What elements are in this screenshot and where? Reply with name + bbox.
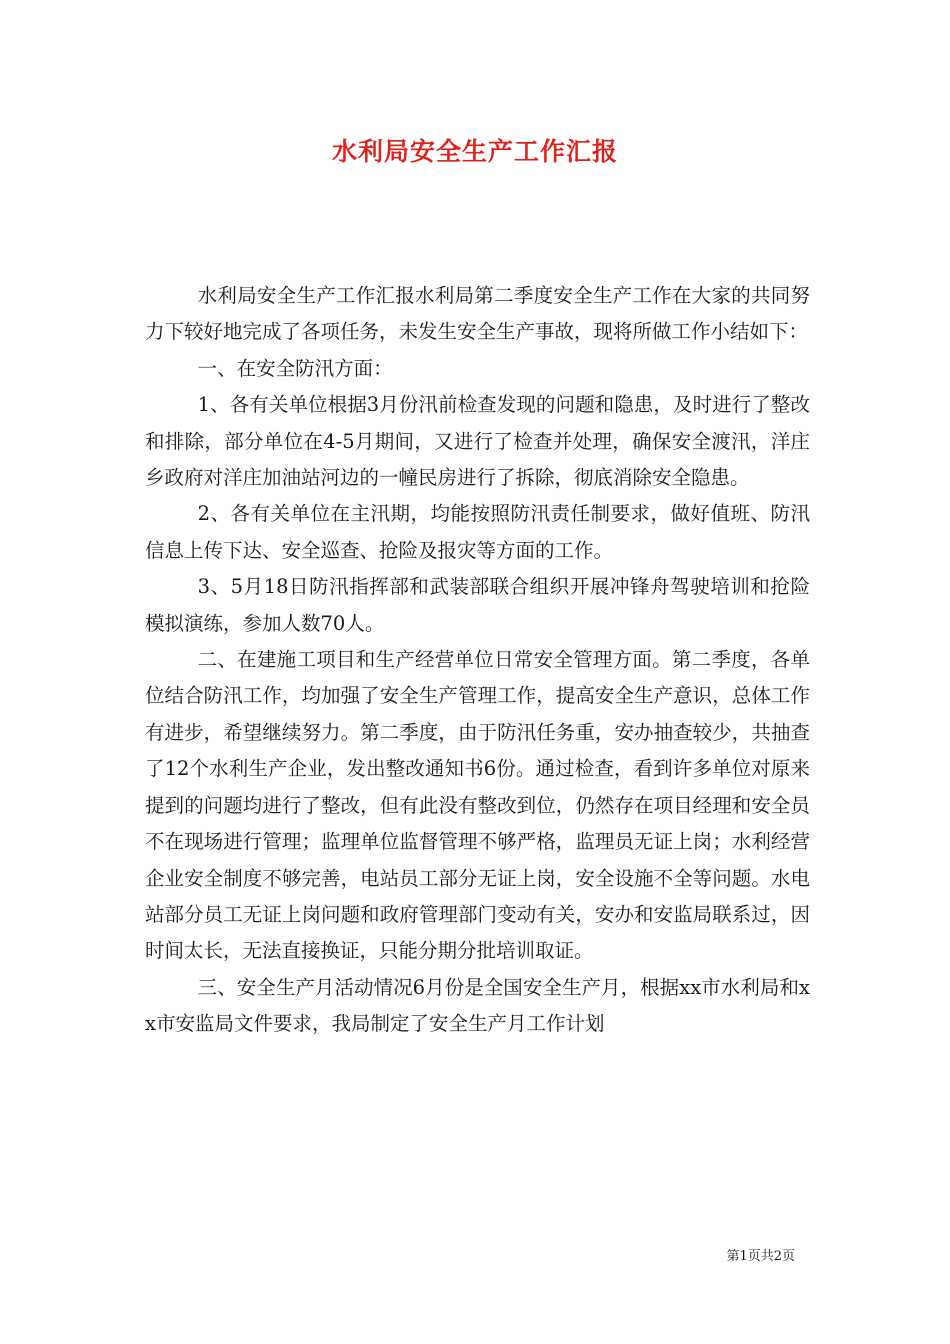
page-number-footer: 第1页共2页	[726, 1249, 795, 1264]
paragraph-item-2: 2、各有关单位在主汛期，均能按照防汛责任制要求，做好值班、防汛信息上传下达、安全巡查、抢险及报灾等方面的工作。	[145, 502, 810, 562]
paragraph-item-1: 1、各有关单位根据3月份汛前检查发现的问题和隐患，及时进行了整改和排除，部分单位在4-5月期间，又进行了检查并处理，确保安全渡汛，洋庄乡政府对洋庄加油站河边的一幢民房进行了拆除，彻底消除安全隐患。	[145, 393, 810, 490]
document-title: 水利局安全生产工作汇报	[331, 137, 618, 166]
paragraph-item-3: 3、5月18日防汛指挥部和武装部联合组织开展冲锋舟驾驶培训和抢险模拟演练，参加人数70人。	[145, 575, 810, 635]
paragraph-section-3: 三、安全生产月活动情况6月份是全国安全生产月，根据xx市水利局和xx市安监局文件要求，我局制定了安全生产月工作计划	[145, 975, 810, 1036]
document-body	[145, 278, 810, 1043]
section-heading-flood-control: 一、在安全防汛方面：	[197, 356, 393, 380]
paragraph-intro: 水利局安全生产工作汇报水利局第二季度安全生产工作在大家的共同努力下较好地完成了各项任务，未发生安全生产事故，现将所做工作小结如下：	[145, 284, 810, 344]
paragraph-section-2: 二、在建施工项目和生产经营单位日常安全管理方面。第二季度，各单位结合防汛工作，均加强了安全生产管理工作，提高安全生产意识，总体工作有进步，希望继续努力。第二季度，由于防汛任务重，安办抽查较少，共抽查了12个水利生产企业，发出整改通知书6份。通过检查，看到许多单位对原来提到的问题均进行了整改，但有此没有整改到位，仍然存在项目经理和安全员不在现场进行管理；监理单位监督管理不够严格，监理员无证上岗；水利经营企业安全制度不够完善，电站员工部分无证上岗，安全设施不全等问题。水电站部分员工无证上岗问题和政府管理部门变动有关，安办和安监局联系过，因时间太长，无法直接换证，只能分期分批培训取证。	[145, 648, 810, 963]
